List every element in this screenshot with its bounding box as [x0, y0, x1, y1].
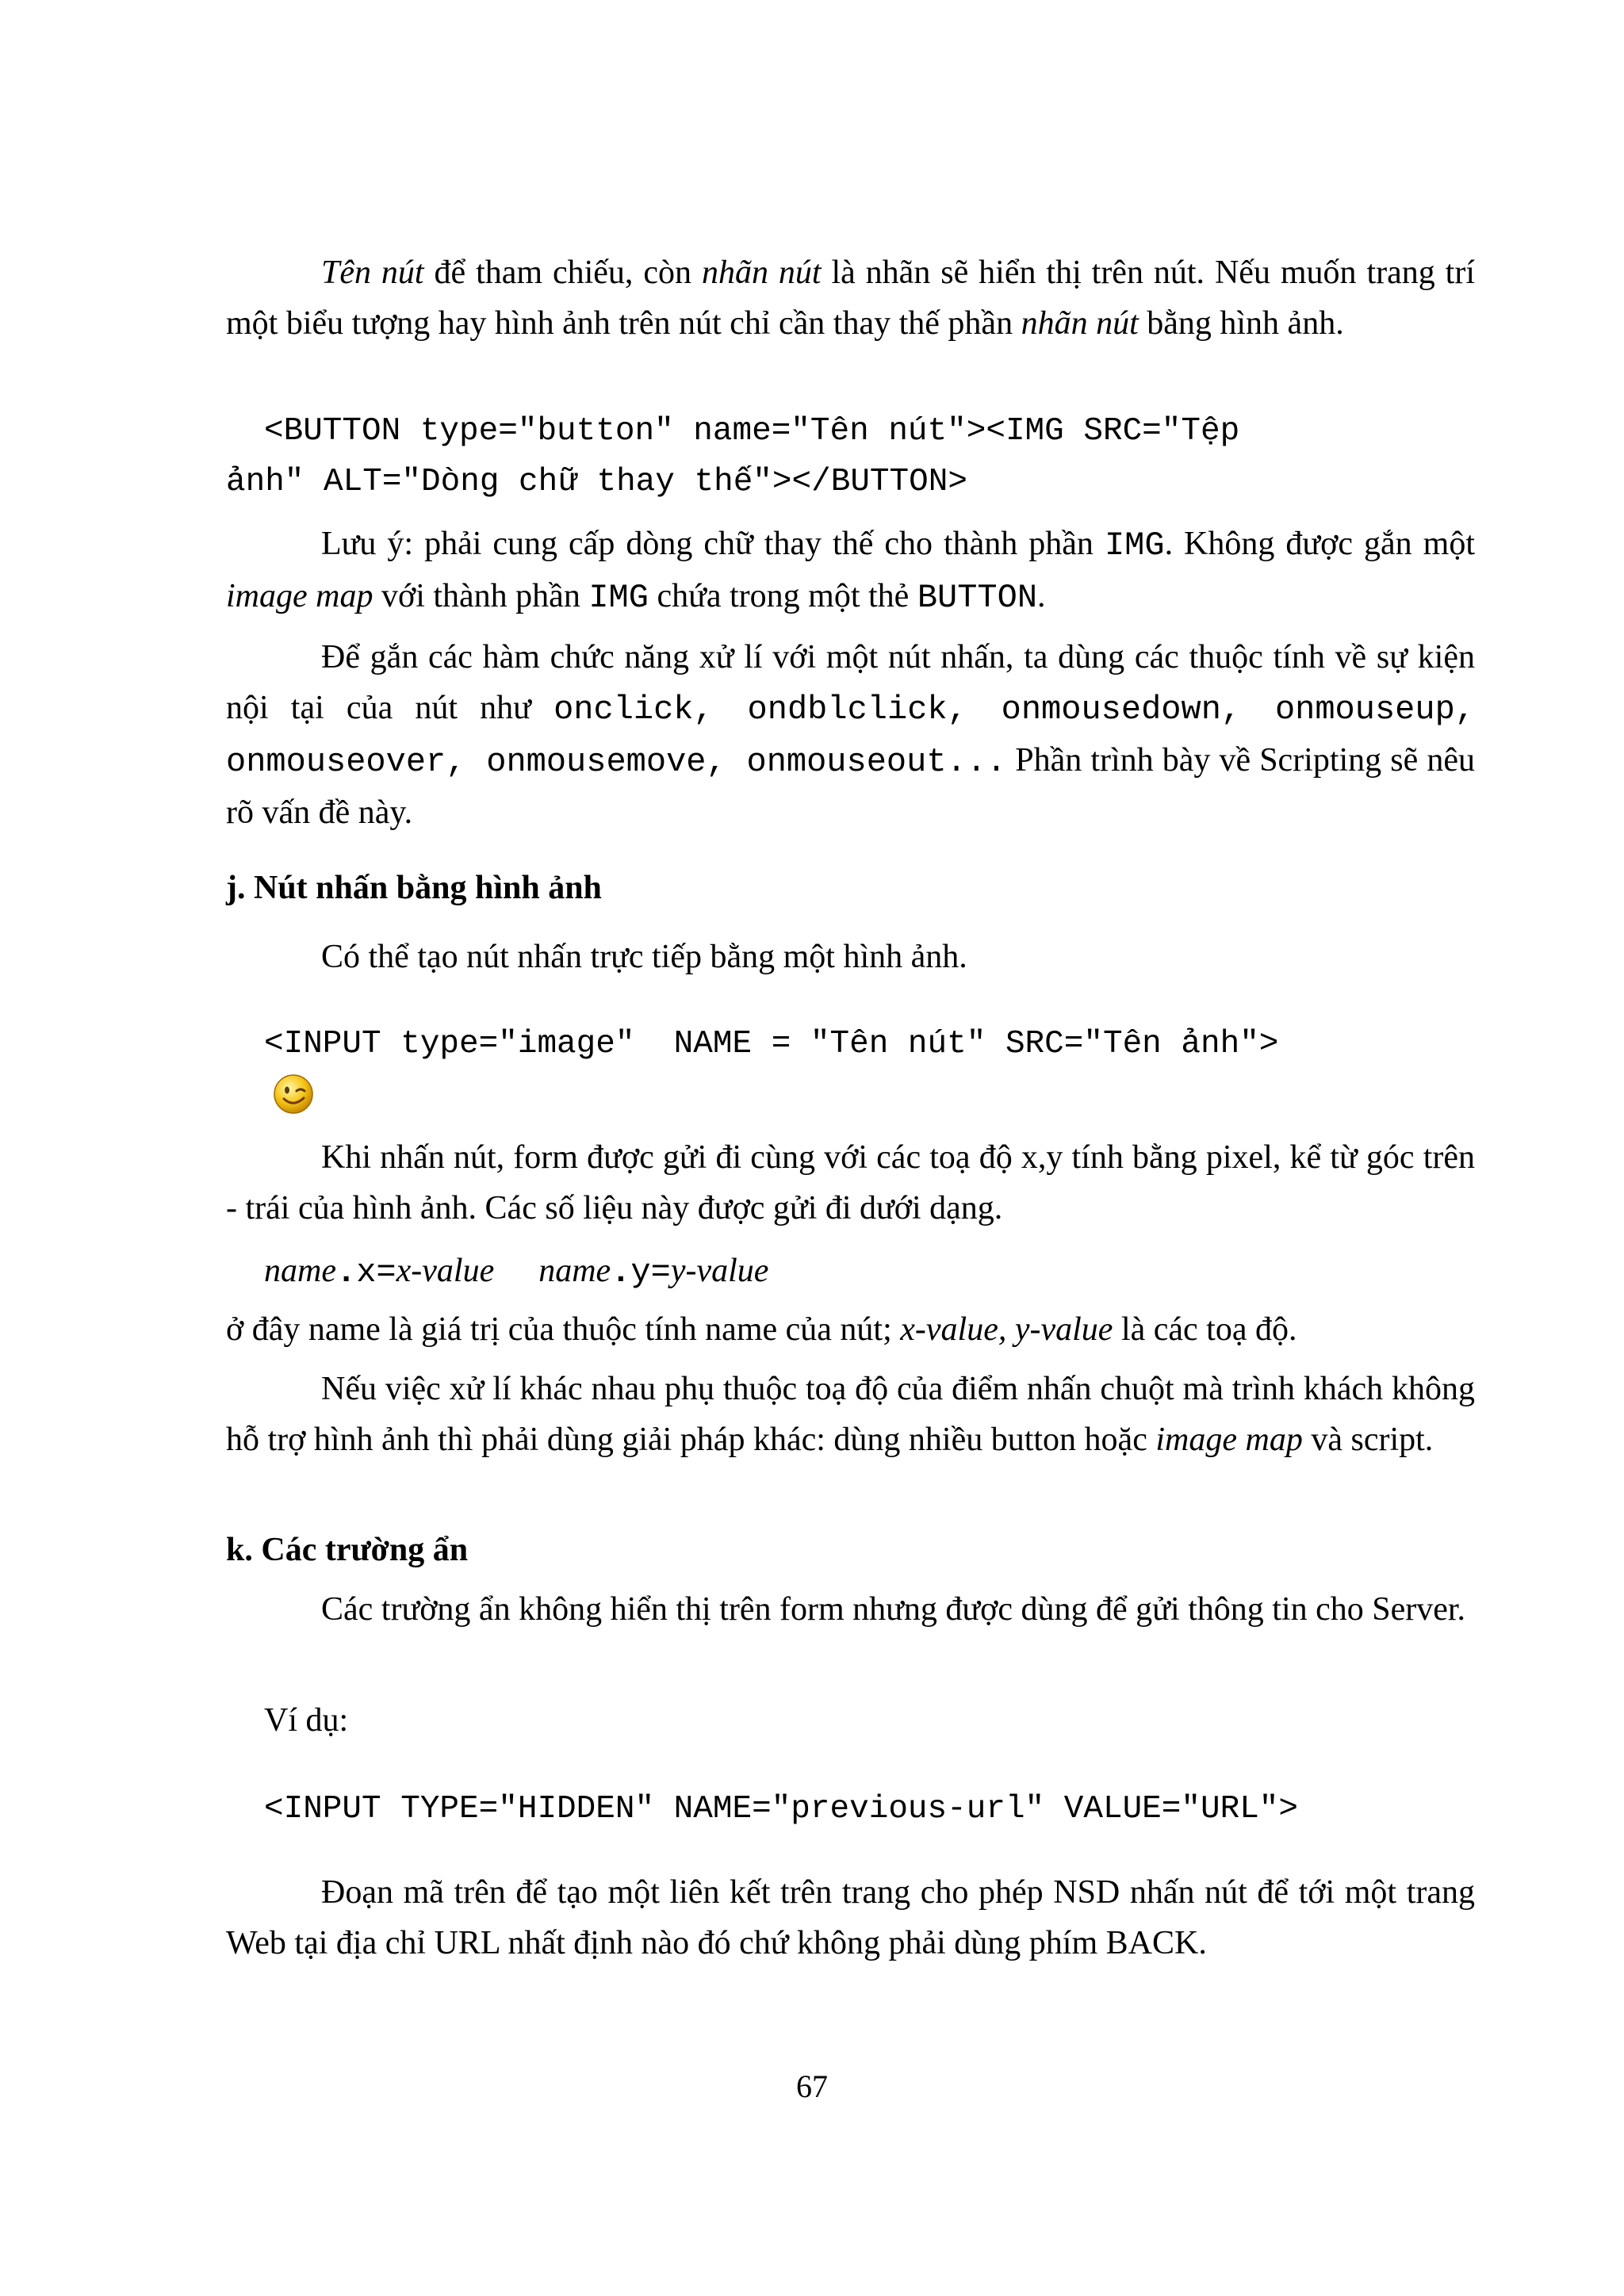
paragraph-note-img: Lưu ý: phải cung cấp dòng chữ thay thế cho thành phần IMG. Không được gắn một image map với thành phần IMG chứa trong một thẻ BUTTON.: [226, 526, 1475, 617]
paragraph-alternative: Nếu việc xử lí khác nhau phụ thuộc toạ độ của điểm nhấn chuột mà trình khách không hỗ trợ hình ảnh thì phải dùng giải pháp khác: dùng nhiều button hoặc image map và script.: [226, 1371, 1475, 1458]
winking-smiley-icon: [272, 1073, 315, 1115]
paragraph-hidden-fields: Các trường ẩn không hiển thị trên form nhưng được dùng để gửi thông tin cho Server.: [321, 1591, 1466, 1628]
paragraph-button-label: Tên nút để tham chiếu, còn nhãn nút là nhãn sẽ hiển thị trên nút. Nếu muốn trang trí một biểu tượng hay hình ảnh trên nút chỉ cần thay thế phần nhãn nút bằng hình ảnh.: [226, 254, 1475, 342]
code-input-hidden: <INPUT TYPE="HIDDEN" NAME="previous-url" VALUE="URL">: [264, 1791, 1299, 1827]
paragraph-image-button-intro: Có thể tạo nút nhấn trực tiếp bằng một hình ảnh.: [321, 939, 967, 975]
formula-coordinates: name.x=x-value name.y=y-value: [264, 1253, 769, 1292]
paragraph-coordinates: Khi nhấn nút, form được gửi đi cùng với các toạ độ x,y tính bằng pixel, kể từ góc trên - trái của hình ảnh. Các số liệu này được gửi đi dưới dạng.: [226, 1139, 1475, 1226]
paragraph-hidden-explanation: Đoạn mã trên để tạo một liên kết trên trang cho phép NSD nhấn nút để tới một trang Web tại địa chỉ URL nhất định nào đó chứ không phải dùng phím BACK.: [226, 1874, 1475, 1961]
paragraph-example-label: Ví dụ:: [264, 1702, 349, 1739]
page-number: 67: [796, 2068, 828, 2104]
paragraph-events: Để gắn các hàm chức năng xử lí với một nút nhấn, ta dùng các thuộc tính về sự kiện nội tại của nút như onclick, ondblclick, onmousedown, onmouseup, onmouseover, onmousemove, onmouseout... Phần trình bày về Scripting sẽ nêu rõ vấn đề này.: [226, 639, 1475, 831]
paragraph-name-explanation: ở đây name là giá trị của thuộc tính name của nút; x-value, y-value là các toạ độ.: [226, 1311, 1297, 1348]
code-button-image: <BUTTON type="button" name="Tên nút"><IMG SRC="Tệp ảnh" ALT="Dòng chữ thay thế"></BUTTON>: [226, 413, 1240, 500]
heading-image-button: j. Nút nhấn bằng hình ảnh: [226, 870, 602, 906]
code-input-image: <INPUT type="image" NAME = "Tên nút" SRC="Tên ảnh">: [264, 1026, 1279, 1062]
heading-hidden-fields: k. Các trường ẩn: [226, 1532, 469, 1568]
